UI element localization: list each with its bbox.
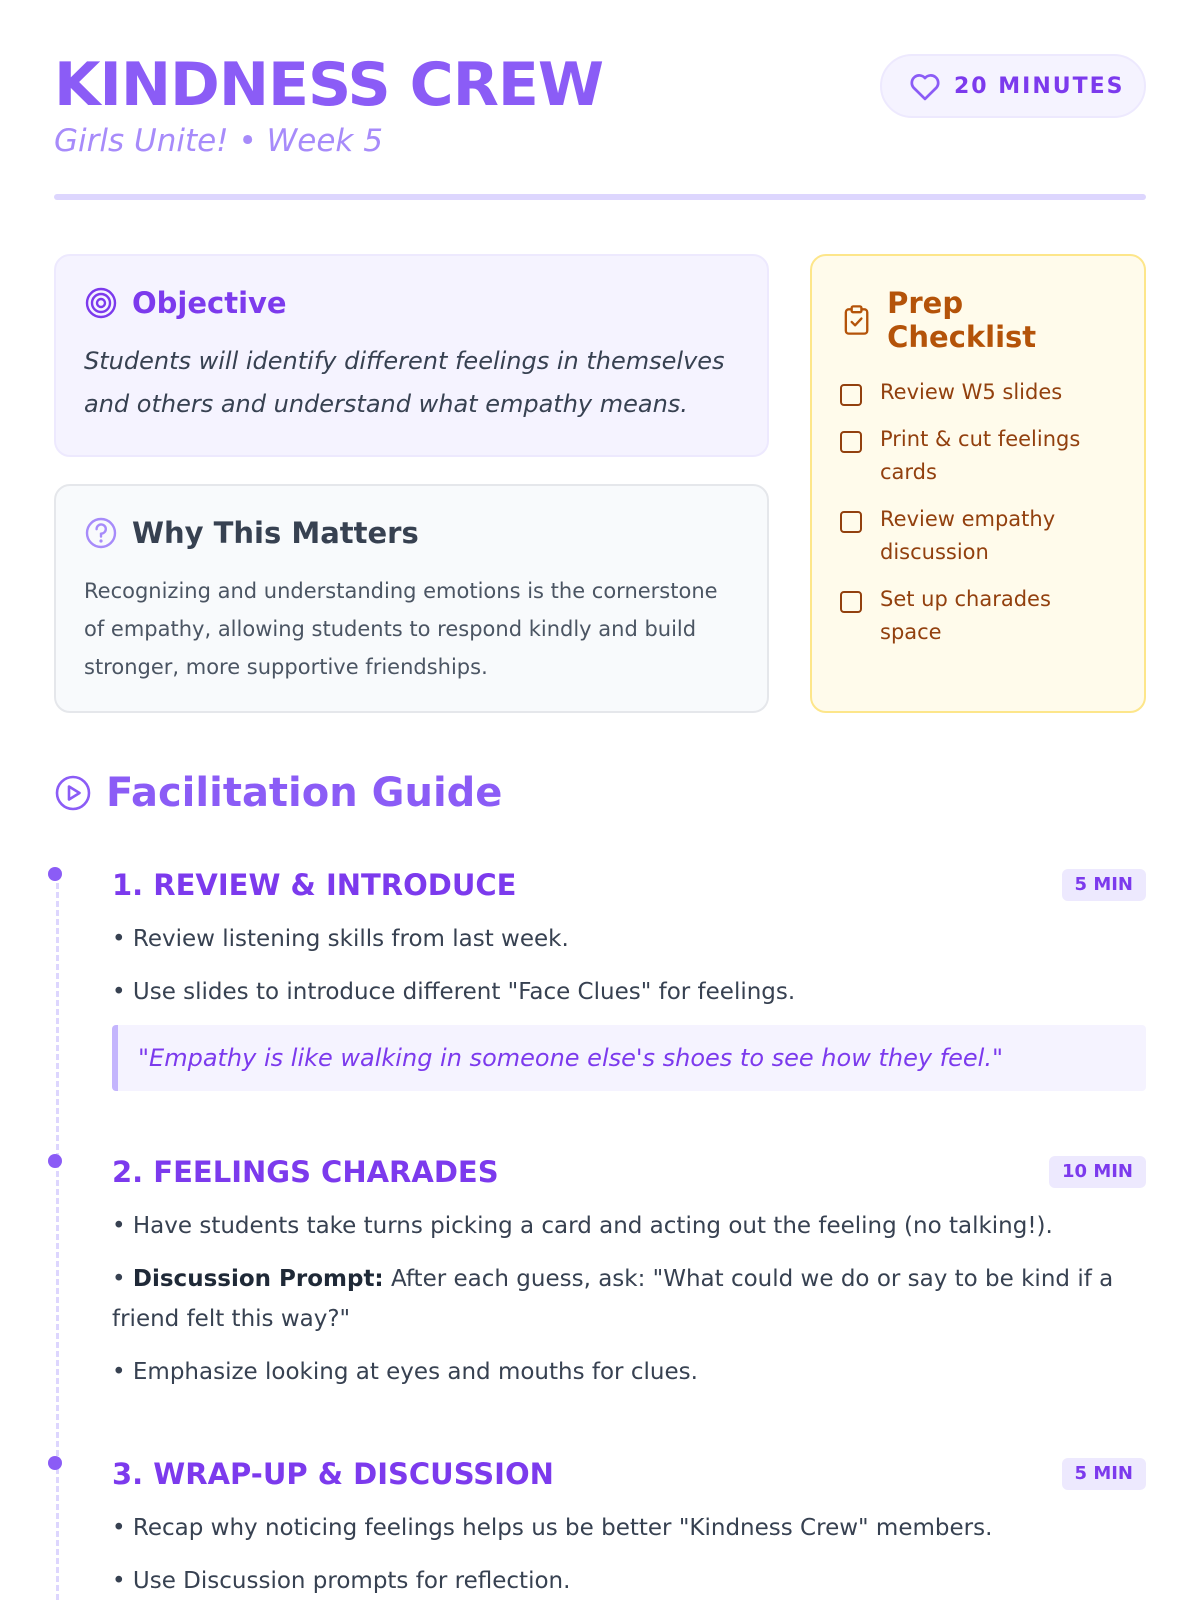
list-item: • Use slides to introduce different "Face Clues" for feelings.: [112, 979, 796, 1005]
facilitation-guide-header: [54, 770, 502, 816]
header-divider: [54, 194, 1146, 200]
objective-text: Students will identify different feelings in themselves and others and understand what empathy means.: [84, 347, 725, 418]
checklist-item-label: Review W5 slides: [880, 380, 1063, 404]
timeline-dot: [48, 867, 62, 881]
checklist-item-label: Print & cut feelings cards: [880, 427, 1081, 484]
checklist-item[interactable]: [840, 423, 1116, 489]
list-item-text: Use slides to introduce different "Face Clues" for feelings.: [132, 979, 796, 1005]
step-time-badge: 10 MIN: [1049, 1156, 1146, 1188]
prep-checklist-card: [810, 254, 1146, 713]
checkbox[interactable]: [840, 384, 862, 406]
timeline-line: [56, 874, 59, 1600]
step-title: 1. REVIEW & INTRODUCE: [112, 868, 517, 902]
step-items: [112, 1206, 1146, 1405]
page-subtitle: Girls Unite! • Week 5: [54, 123, 383, 159]
list-item: • Emphasize looking at eyes and mouths for clues.: [112, 1359, 698, 1385]
why-heading: Why This Matters: [132, 516, 419, 550]
step-title: 2. FEELINGS CHARADES: [112, 1155, 499, 1189]
objective-card: [54, 254, 769, 457]
list-item-text: Have students take turns picking a card and acting out the feeling (no talking!).: [132, 1213, 1053, 1239]
list-item-text: Review listening skills from last week.: [132, 926, 569, 952]
checklist-item[interactable]: [840, 503, 1116, 569]
clipboard-check-icon: [840, 303, 873, 337]
duration-label: 20 MINUTES: [954, 73, 1125, 99]
list-item: • Discussion Prompt: After each guess, ask: "What could we do or say to be kind if a friend felt this way?": [112, 1266, 1114, 1332]
play-circle-icon: [54, 774, 92, 812]
list-item: • Recap why noticing feelings helps us be better "Kindness Crew" members.: [112, 1515, 993, 1541]
objective-heading: Objective: [132, 286, 287, 320]
duration-badge: [880, 54, 1146, 118]
checkbox[interactable]: [840, 511, 862, 533]
page-title: KINDNESS CREW: [54, 50, 604, 120]
checklist-item-label: Review empathy discussion: [880, 507, 1056, 564]
heart-icon: [908, 71, 942, 101]
prep-heading: Prep Checklist: [887, 286, 1037, 354]
list-item: • Have students take turns picking a card and acting out the feeling (no talking!).: [112, 1213, 1053, 1239]
page-header: [54, 52, 1146, 160]
step-title: 3. WRAP-UP & DISCUSSION: [112, 1457, 554, 1491]
list-item-text: Emphasize looking at eyes and mouths for clues.: [132, 1359, 698, 1385]
discussion-prompt-label: Discussion Prompt:: [132, 1266, 384, 1292]
prep-checklist: [840, 376, 1116, 649]
why-text: Recognizing and understanding emotions is the cornerstone of empathy, allowing students to respond kindly and build stronger, more supportive friendships.: [84, 579, 718, 679]
step-time-badge: 5 MIN: [1062, 869, 1146, 901]
checkbox[interactable]: [840, 591, 862, 613]
target-icon: [84, 286, 118, 320]
question-circle-icon: [84, 516, 118, 550]
timeline-dot: [48, 1154, 62, 1168]
list-item-text: Recap why noticing feelings helps us be better "Kindness Crew" members.: [132, 1515, 993, 1541]
discussion-prompt-text: After each guess, ask: "What could we do or say to be kind if a friend felt this way?": [112, 1266, 1114, 1332]
list-item: • Use Discussion prompts for reflection.: [112, 1568, 571, 1594]
checklist-item[interactable]: [840, 376, 1116, 409]
why-card: [54, 484, 769, 713]
checkbox[interactable]: [840, 431, 862, 453]
list-item-text: Use Discussion prompts for reflection.: [132, 1568, 571, 1594]
step-time-badge: 5 MIN: [1062, 1458, 1146, 1490]
list-item: • Review listening skills from last week.: [112, 926, 569, 952]
step-items: [112, 919, 1146, 1091]
step-items: [112, 1508, 1146, 1600]
timeline-dot: [48, 1456, 62, 1470]
empathy-quote: "Empathy is like walking in someone else's shoes to see how they feel.": [112, 1025, 1146, 1091]
checklist-item-label: Set up charades space: [880, 587, 1051, 644]
facilitation-guide-title: Facilitation Guide: [106, 770, 503, 816]
checklist-item[interactable]: [840, 583, 1116, 649]
